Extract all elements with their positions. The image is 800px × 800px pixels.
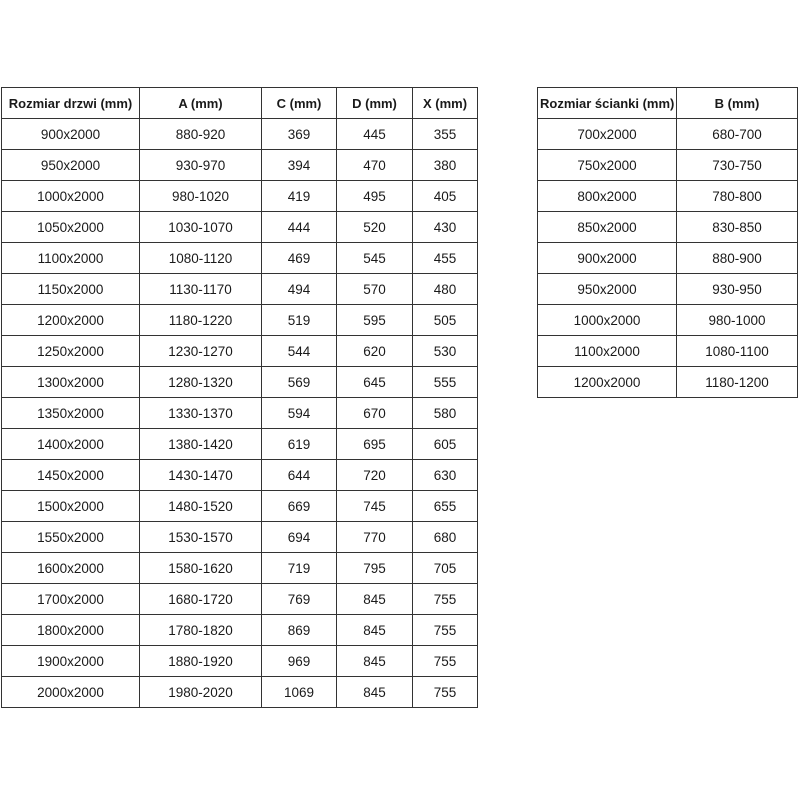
table-cell: 769 (262, 584, 337, 615)
table-cell: 669 (262, 491, 337, 522)
table-cell: 850x2000 (538, 212, 677, 243)
table-cell: 755 (413, 615, 478, 646)
table-cell: 755 (413, 646, 478, 677)
table-cell: 1500x2000 (2, 491, 140, 522)
table-cell: 695 (337, 429, 413, 460)
table-cell: 830-850 (677, 212, 798, 243)
table-cell: 655 (413, 491, 478, 522)
table-cell: 355 (413, 119, 478, 150)
table-row (538, 212, 798, 243)
table-cell: 1380-1420 (140, 429, 262, 460)
table-cell: 605 (413, 429, 478, 460)
table-row (538, 336, 798, 367)
table-cell: 555 (413, 367, 478, 398)
table-cell: 1000x2000 (2, 181, 140, 212)
table-row (2, 150, 478, 181)
table-row (538, 367, 798, 398)
table-cell: 619 (262, 429, 337, 460)
table-cell: 1880-1920 (140, 646, 262, 677)
table-row (2, 398, 478, 429)
table-cell: 880-920 (140, 119, 262, 150)
table-cell: 720 (337, 460, 413, 491)
column-header: Rozmiar drzwi (mm) (2, 88, 140, 119)
table-cell: 1550x2000 (2, 522, 140, 553)
table-cell: 1069 (262, 677, 337, 708)
table-row (538, 181, 798, 212)
column-header: C (mm) (262, 88, 337, 119)
table-cell: 680-700 (677, 119, 798, 150)
table-cell: 1030-1070 (140, 212, 262, 243)
table-row (2, 119, 478, 150)
table-cell: 480 (413, 274, 478, 305)
table-cell: 845 (337, 646, 413, 677)
column-header: B (mm) (677, 88, 798, 119)
table-row (2, 212, 478, 243)
table-cell: 505 (413, 305, 478, 336)
table-cell: 950x2000 (538, 274, 677, 305)
table-cell: 494 (262, 274, 337, 305)
table-cell: 595 (337, 305, 413, 336)
table-cell: 1080-1120 (140, 243, 262, 274)
wall-sizes-table (537, 87, 798, 398)
table-cell: 1700x2000 (2, 584, 140, 615)
table-cell: 1480-1520 (140, 491, 262, 522)
table-cell: 880-900 (677, 243, 798, 274)
table-cell: 1280-1320 (140, 367, 262, 398)
table-cell: 1600x2000 (2, 553, 140, 584)
table-row (2, 584, 478, 615)
door-table-header-row (2, 88, 478, 119)
table-cell: 1800x2000 (2, 615, 140, 646)
table-cell: 1000x2000 (538, 305, 677, 336)
table-cell: 694 (262, 522, 337, 553)
table-cell: 1300x2000 (2, 367, 140, 398)
table-cell: 1900x2000 (2, 646, 140, 677)
table-row (538, 274, 798, 305)
table-cell: 1080-1100 (677, 336, 798, 367)
table-row (2, 522, 478, 553)
table-cell: 570 (337, 274, 413, 305)
table-cell: 980-1000 (677, 305, 798, 336)
table-cell: 1680-1720 (140, 584, 262, 615)
table-cell: 800x2000 (538, 181, 677, 212)
table-cell: 1780-1820 (140, 615, 262, 646)
table-row (2, 336, 478, 367)
table-cell: 1050x2000 (2, 212, 140, 243)
table-cell: 594 (262, 398, 337, 429)
table-cell: 469 (262, 243, 337, 274)
table-row (2, 615, 478, 646)
table-cell: 670 (337, 398, 413, 429)
table-row (538, 119, 798, 150)
table-row (2, 677, 478, 708)
table-cell: 444 (262, 212, 337, 243)
table-row (2, 367, 478, 398)
wall-table-header-row (538, 88, 798, 119)
table-cell: 419 (262, 181, 337, 212)
table-cell: 930-950 (677, 274, 798, 305)
table-cell: 900x2000 (538, 243, 677, 274)
table-cell: 705 (413, 553, 478, 584)
table-row (538, 150, 798, 181)
table-cell: 394 (262, 150, 337, 181)
table-cell: 1130-1170 (140, 274, 262, 305)
table-row (538, 243, 798, 274)
table-cell: 845 (337, 615, 413, 646)
table-cell: 580 (413, 398, 478, 429)
table-cell: 1250x2000 (2, 336, 140, 367)
table-cell: 1530-1570 (140, 522, 262, 553)
table-row (2, 181, 478, 212)
table-cell: 1450x2000 (2, 460, 140, 491)
table-cell: 1580-1620 (140, 553, 262, 584)
door-sizes-table (1, 87, 478, 708)
column-header: Rozmiar ścianki (mm) (538, 88, 677, 119)
table-row (2, 274, 478, 305)
table-cell: 519 (262, 305, 337, 336)
table-cell: 545 (337, 243, 413, 274)
table-cell: 520 (337, 212, 413, 243)
table-cell: 405 (413, 181, 478, 212)
table-cell: 620 (337, 336, 413, 367)
table-row (2, 646, 478, 677)
table-cell: 680 (413, 522, 478, 553)
table-cell: 1150x2000 (2, 274, 140, 305)
table-cell: 969 (262, 646, 337, 677)
table-cell: 980-1020 (140, 181, 262, 212)
table-cell: 755 (413, 677, 478, 708)
table-cell: 770 (337, 522, 413, 553)
table-cell: 900x2000 (2, 119, 140, 150)
table-row (538, 305, 798, 336)
table-cell: 795 (337, 553, 413, 584)
table-cell: 1100x2000 (538, 336, 677, 367)
table-cell: 630 (413, 460, 478, 491)
table-cell: 755 (413, 584, 478, 615)
table-cell: 1980-2020 (140, 677, 262, 708)
table-cell: 1180-1200 (677, 367, 798, 398)
table-cell: 719 (262, 553, 337, 584)
table-cell: 1100x2000 (2, 243, 140, 274)
table-cell: 1200x2000 (2, 305, 140, 336)
table-cell: 930-970 (140, 150, 262, 181)
column-header: X (mm) (413, 88, 478, 119)
table-cell: 730-750 (677, 150, 798, 181)
table-row (2, 460, 478, 491)
table-cell: 644 (262, 460, 337, 491)
table-cell: 750x2000 (538, 150, 677, 181)
table-row (2, 243, 478, 274)
table-cell: 530 (413, 336, 478, 367)
table-cell: 845 (337, 677, 413, 708)
table-cell: 2000x2000 (2, 677, 140, 708)
table-cell: 869 (262, 615, 337, 646)
table-cell: 1200x2000 (538, 367, 677, 398)
column-header: D (mm) (337, 88, 413, 119)
table-cell: 544 (262, 336, 337, 367)
table-cell: 1230-1270 (140, 336, 262, 367)
table-cell: 569 (262, 367, 337, 398)
table-row (2, 553, 478, 584)
table-row (2, 429, 478, 460)
table-cell: 445 (337, 119, 413, 150)
table-cell: 780-800 (677, 181, 798, 212)
table-cell: 745 (337, 491, 413, 522)
table-row (2, 491, 478, 522)
table-cell: 1430-1470 (140, 460, 262, 491)
table-cell: 1350x2000 (2, 398, 140, 429)
table-cell: 380 (413, 150, 478, 181)
column-header: A (mm) (140, 88, 262, 119)
table-row (2, 305, 478, 336)
table-cell: 1330-1370 (140, 398, 262, 429)
table-cell: 455 (413, 243, 478, 274)
table-cell: 1180-1220 (140, 305, 262, 336)
table-cell: 700x2000 (538, 119, 677, 150)
table-cell: 430 (413, 212, 478, 243)
table-cell: 369 (262, 119, 337, 150)
table-cell: 950x2000 (2, 150, 140, 181)
table-cell: 645 (337, 367, 413, 398)
table-cell: 1400x2000 (2, 429, 140, 460)
table-cell: 495 (337, 181, 413, 212)
table-cell: 845 (337, 584, 413, 615)
table-cell: 470 (337, 150, 413, 181)
